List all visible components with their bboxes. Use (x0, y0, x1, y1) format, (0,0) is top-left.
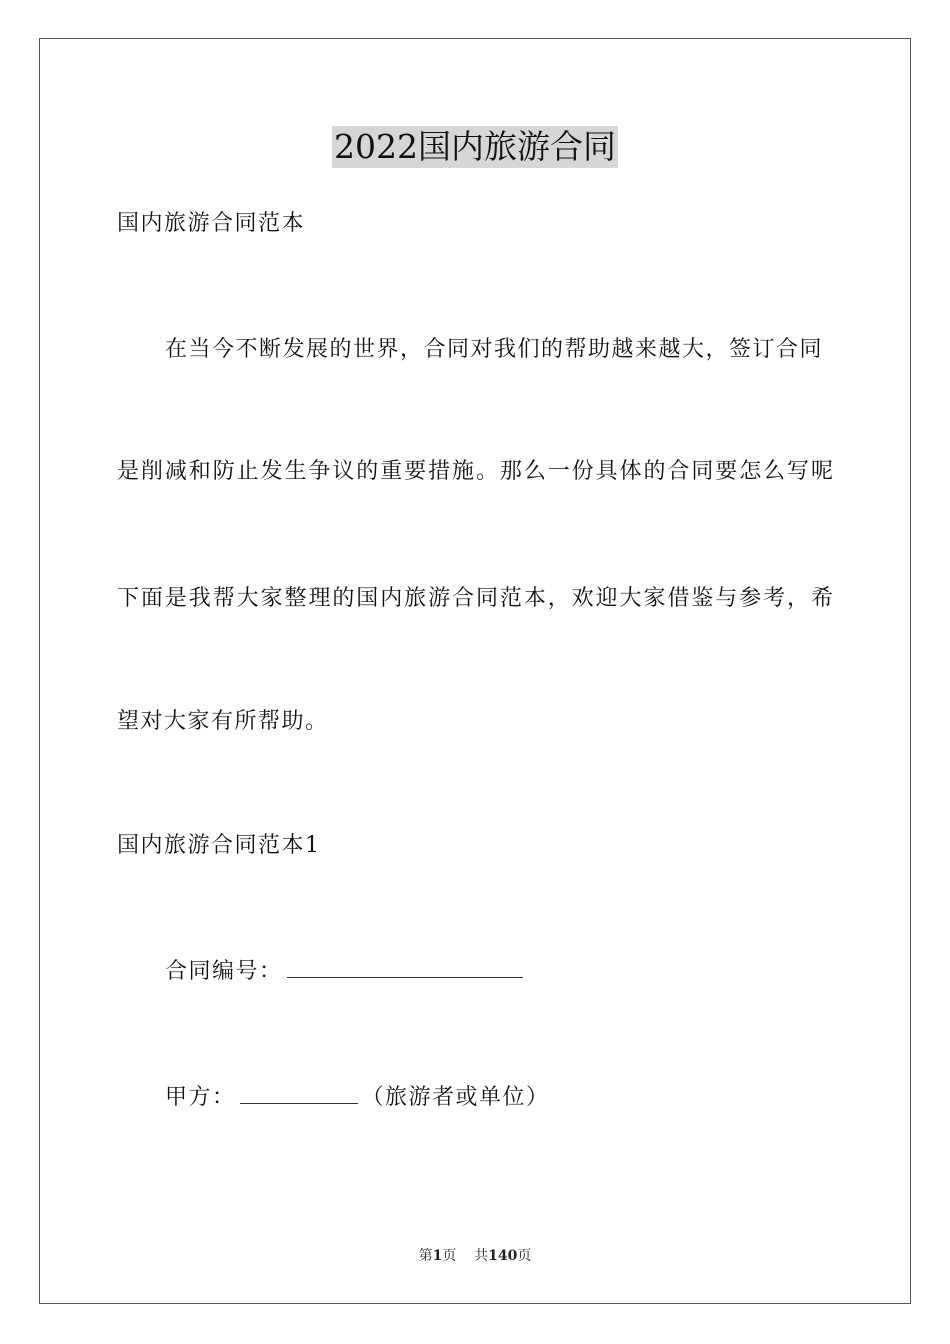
party-a-label: 甲方： (165, 1085, 236, 1110)
footer-total-pages: 140 (488, 1248, 518, 1264)
party-a-blank (240, 1081, 358, 1104)
footer-total-prefix: 共 (474, 1248, 489, 1264)
contract-number-blank (287, 955, 523, 978)
page-footer (0, 1246, 950, 1266)
party-a-row (165, 1081, 550, 1113)
footer-page-prefix: 第 (418, 1248, 433, 1264)
party-a-note: （旅游者或单位） (361, 1085, 550, 1110)
document-subtitle: 国内旅游合同范本 (117, 211, 306, 236)
intro-line-3: 下面是我帮大家整理的国内旅游合同范本，欢迎大家借鉴与参考，希 (117, 586, 833, 611)
footer-page-number: 1 (432, 1248, 443, 1264)
intro-line-4: 望对大家有所帮助。 (117, 709, 329, 734)
footer-total-suffix: 页 (517, 1248, 532, 1264)
title-container (0, 126, 950, 168)
contract-number-row (165, 955, 527, 987)
section-heading: 国内旅游合同范本1 (117, 833, 321, 858)
document-title: 2022国内旅游合同 (334, 127, 616, 166)
intro-line-1: 在当今不断发展的世界，合同对我们的帮助越来越大，签订合同 (165, 337, 824, 362)
contract-number-label: 合同编号： (165, 959, 283, 984)
intro-line-2: 是削减和防止发生争议的重要措施。那么一份具体的合同要怎么写呢 (117, 459, 833, 484)
footer-page-suffix: 页 (442, 1248, 457, 1264)
